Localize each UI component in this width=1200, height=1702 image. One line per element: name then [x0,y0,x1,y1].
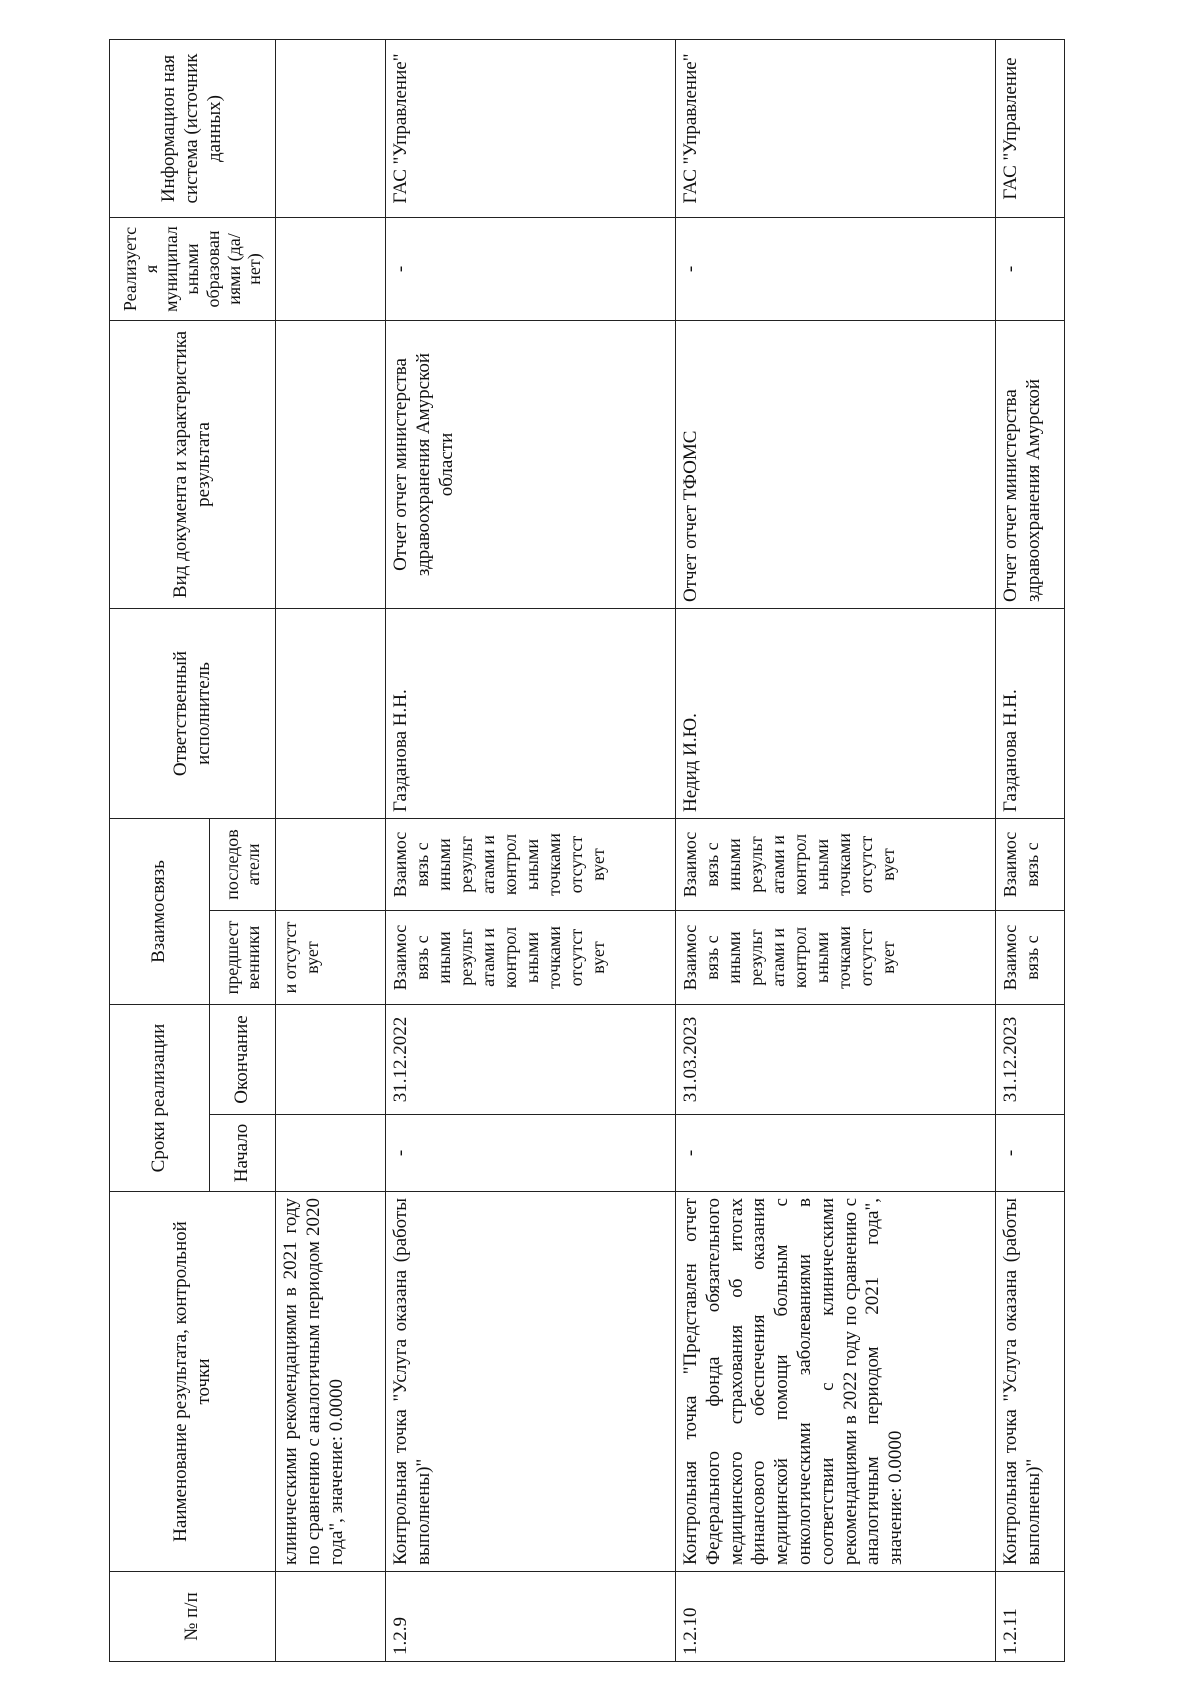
cell-document [276,321,386,609]
cell-start: - [386,1115,676,1192]
cell-info-system: ГАС "Управление" [676,40,996,218]
header-start: Начало [210,1115,276,1192]
header-municipal: Реализуетс я муниципал ьными образован иями (да/нет) [110,218,276,321]
cell-info-system: ГАС "Управление [996,40,1065,218]
cell-num: 1.2.11 [996,1572,1065,1662]
cell-document: Отчет отчет министерства здравоохранения Амурской области [386,321,676,609]
cell-name: Контрольная точка "Услуга оказана (работы выполнены)" [386,1192,676,1572]
cell-successors: Взаимос вязь с [996,819,1065,911]
cell-responsible: Недид И.Ю. [676,609,996,819]
rotated-page [109,40,1149,1662]
table-row [276,40,386,1662]
cell-document: Отчет отчет министерства здравоохранения Амурской [996,321,1065,609]
table-row [386,40,676,1662]
cell-responsible: Газданова Н.Н. [996,609,1065,819]
header-end: Окончание [210,1005,276,1115]
cell-name: клиническими рекомендациями в 2021 году по сравнению с аналогичным периодом 2020 года", значение: 0.0000 [276,1192,386,1572]
cell-document: Отчет отчет ТФОМС [676,321,996,609]
cell-responsible: Газданова Н.Н. [386,609,676,819]
cell-num: 1.2.10 [676,1572,996,1662]
cell-end: 31.12.2022 [386,1005,676,1115]
cell-info-system: ГАС "Управление" [386,40,676,218]
header-name: Наименование результата, контрольной точки [110,1192,276,1572]
cell-predecessors: Взаимос вязь с [996,911,1065,1005]
cell-end: 31.12.2023 [996,1005,1065,1115]
header-num: № п/п [110,1572,276,1662]
cell-start: - [676,1115,996,1192]
cell-end: 31.03.2023 [676,1005,996,1115]
header-predecessors: предшест венники [210,911,276,1005]
cell-start [276,1115,386,1192]
header-document: Вид документа и характеристика результата [110,321,276,609]
header-responsible: Ответственный исполнитель [110,609,276,819]
cell-municipal: - [676,218,996,321]
cell-municipal: - [386,218,676,321]
table-row [996,40,1065,1662]
cell-predecessors: Взаимос вязь с иными результ атами и контрол ьными точками отсутст вует [676,911,996,1005]
cell-municipal [276,218,386,321]
cell-predecessors: и отсутст вует [276,911,386,1005]
header-info-system: Информацион ная система (источник данных) [110,40,276,218]
cell-num [276,1572,386,1662]
table-row [676,40,996,1662]
cell-start: - [996,1115,1065,1192]
cell-successors [276,819,386,911]
header-successors: последов атели [210,819,276,911]
control-points-table [109,39,1065,1662]
cell-name: Контрольная точка "Представлен отчет Федерального фонда обязательного медицинского страхования об итогах финансового обеспечения оказания медицинской помощи больным с онкологическими заболеваниями в соответствии с клиническими рекомендациями в 2022 году по сравнению с аналогичным периодом 2021 года", значение: 0.0000 [676,1192,996,1572]
cell-info-system [276,40,386,218]
cell-municipal: - [996,218,1065,321]
cell-name: Контрольная точка "Услуга оказана (работы выполнены)" [996,1192,1065,1572]
cell-responsible [276,609,386,819]
cell-num: 1.2.9 [386,1572,676,1662]
cell-successors: Взаимос вязь с иными результ атами и контрол ьными точками отсутст вует [386,819,676,911]
cell-successors: Взаимос вязь с иными результ атами и контрол ьными точками отсутст вует [676,819,996,911]
header-link: Взаимосвязь [110,819,210,1005]
cell-end [276,1005,386,1115]
cell-predecessors: Взаимос вязь с иными результ атами и контрол ьными точками отсутст вует [386,911,676,1005]
header-terms: Сроки реализации [110,1005,210,1192]
